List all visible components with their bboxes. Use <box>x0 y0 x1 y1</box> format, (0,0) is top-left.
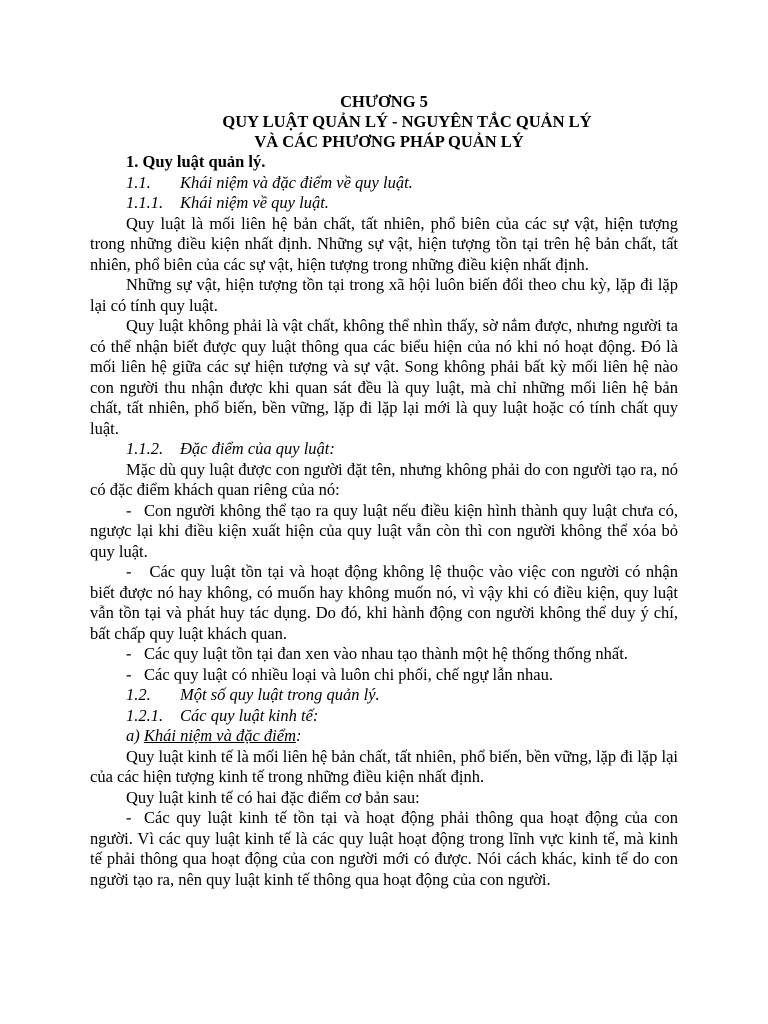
bullet-dash: - <box>126 562 132 581</box>
section-title: Các quy luật kinh tế: <box>180 705 319 725</box>
list-item-text: Các quy luật tồn tại đan xen vào nhau tạo thành một hệ thống thống nhất. <box>144 644 628 663</box>
section-number: 1.1. <box>126 172 151 192</box>
list-item-text: Các quy luật tồn tại và hoạt động không lệ thuộc vào việc con người có nhận biết được nó hay không, có muốn hay không muốn nó, vì vậy khi có điều kiện, quy luật vẫn tồn tại và phát huy tác dụng. Do đó, khi hành động con người không thể duy ý chí, bất chấp quy luật khách quan. <box>90 562 678 643</box>
chapter-title: CHƯƠNG 5 <box>340 92 428 111</box>
section-title: Một số quy luật trong quản lý. <box>180 685 380 704</box>
list-item-text: Con người không thể tạo ra quy luật nếu điều kiện hình thành quy luật chưa có, ngược lại khi điều kiện xuất hiện của quy luật vẫn còn thì con người không thể xóa bỏ quy luật. <box>90 500 678 561</box>
bullet-dash: - <box>126 808 132 827</box>
section-number: 1.1.1. <box>126 193 164 212</box>
section-title: Khái niệm và đặc điểm về quy luật. <box>180 172 413 192</box>
bullet-dash: - <box>126 664 132 684</box>
subsection-suffix: : <box>296 726 302 745</box>
paragraph: Mặc dù quy luật được con người đặt tên, nhưng không phải do con người tạo ra, nó có đặc điểm khách quan riêng của nó: <box>90 459 678 499</box>
section-heading-1-2 <box>90 685 678 706</box>
list-item <box>90 808 678 890</box>
subsection-a <box>90 726 678 747</box>
bullet-dash: - <box>126 644 132 663</box>
paragraph: Quy luật kinh tế là mối liên hệ bản chất, tất nhiên, phổ biến, bền vững, lặp đi lặp lại của các hiện tượng kinh tế trong những điều kiện nhất định. <box>90 746 678 786</box>
paragraph: Quy luật là mối liên hệ bản chất, tất nhiên, phổ biên của các sự vật, hiện tượng trong những điều kiện nhất định. Những sự vật, hiện tượng tồn tại trên hệ bản chất, tất nhiên, phổ biên của các sự vật, hiện tượng trong những điều kiện nhất định. <box>90 213 678 274</box>
bullet-dash: - <box>126 500 132 520</box>
chapter-subtitle-text2: VÀ CÁC PHƯƠNG PHÁP QUẢN LÝ <box>254 132 524 151</box>
subsection-prefix: a) <box>126 726 144 745</box>
subsection-title: Khái niệm và đặc điểm <box>143 726 297 745</box>
section-heading-1-2-1 <box>90 706 678 727</box>
section-heading-1-1-1 <box>90 193 678 214</box>
list-item-text: Các quy luật có nhiều loại và luôn chi phối, chế ngự lẫn nhau. <box>144 664 553 684</box>
section-number: 1.2. <box>126 685 151 704</box>
section-title: Đặc điểm của quy luật: <box>180 439 335 458</box>
section-heading-1-1-2 <box>90 439 678 460</box>
section-number: 1.1.2. <box>126 439 164 458</box>
chapter-subtitle-line1 <box>90 112 678 132</box>
list-item <box>90 562 678 644</box>
list-item <box>90 501 678 563</box>
section-title: Khái niệm về quy luật. <box>180 193 329 212</box>
list-item <box>90 644 678 665</box>
section-heading-1: 1. Quy luật quản lý. <box>126 152 266 171</box>
paragraph: Quy luật không phải là vật chất, không thể nhìn thấy, sờ nắm được, nhưng người ta có thể nhận biết được quy luật thông qua các biểu hiện của nó khi nó hoạt động. Đó là mối liên hệ giữa các sự hiện tượng và sự vật. Song không phải bất kỳ mối liên hệ nào con người thu nhận được khi quan sát đều là quy luật, mà chỉ những mối liên hệ bản chất, tất nhiên, phổ biến, bền vững, lặp đi lặp lại mới là quy luật hoặc có tính chất quy luật. <box>90 316 678 438</box>
paragraph: Những sự vật, hiện tượng tồn tại trong xã hội luôn biến đổi theo chu kỳ, lặp đi lặp lại có tính quy luật. <box>90 275 678 315</box>
paragraph: Quy luật kinh tế có hai đặc điểm cơ bản sau: <box>126 787 420 807</box>
list-item <box>90 665 678 686</box>
section-heading-1-1 <box>90 173 678 194</box>
chapter-subtitle-line2 <box>90 132 678 152</box>
list-item-text: Các quy luật kinh tế tồn tại và hoạt động phải thông qua hoạt động của con người. Vì các quy luật kinh tế là các quy luật hoạt động trong lĩnh vực kinh tế, mà kinh tế phải thông qua hoạt động của con người mới có được. Nói cách khác, kinh tế do con người tạo ra, nên quy luật kinh tế thông qua hoạt động của con người. <box>90 808 678 889</box>
chapter-subtitle-text1: QUY LUẬT QUẢN LÝ - NGUYÊN TẮC QUẢN LÝ <box>222 112 592 131</box>
section-number: 1.2.1. <box>126 705 164 725</box>
